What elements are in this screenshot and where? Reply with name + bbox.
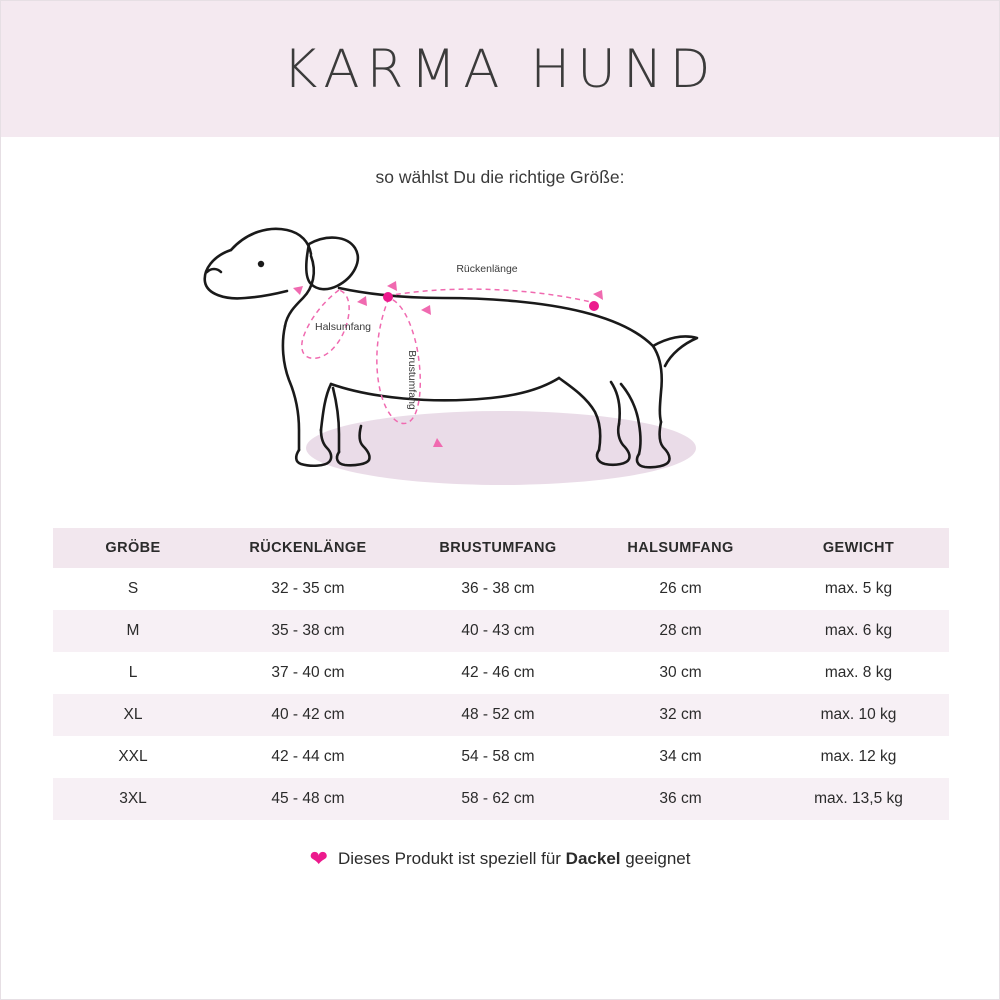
table-header-row <box>53 528 949 568</box>
col-header-chest: BRUSTUMFANG <box>403 528 593 568</box>
col-header-size: GRÖBE <box>53 528 213 568</box>
cell-size: 3XL <box>53 778 213 820</box>
cell-size: XXL <box>53 736 213 778</box>
table-row <box>53 778 949 820</box>
cell-neck: 34 cm <box>593 736 768 778</box>
cell-size: M <box>53 610 213 652</box>
page-title: KARMA HUND <box>282 38 718 100</box>
table-row <box>53 568 949 610</box>
label-brustumfang: Brustumfang <box>406 350 418 410</box>
table-row <box>53 694 949 736</box>
col-header-neck: HALSUMFANG <box>593 528 768 568</box>
cell-chest: 42 - 46 cm <box>403 652 593 694</box>
cell-size: L <box>53 652 213 694</box>
cell-chest: 40 - 43 cm <box>403 610 593 652</box>
table-row <box>53 736 949 778</box>
table-row <box>53 610 949 652</box>
dog-illustration <box>1 198 1000 528</box>
cell-weight: max. 8 kg <box>768 652 949 694</box>
table-row <box>53 652 949 694</box>
footer-text <box>338 849 690 869</box>
footer-breed: Dackel <box>565 849 621 868</box>
brand-banner <box>1 1 999 137</box>
cell-chest: 54 - 58 cm <box>403 736 593 778</box>
cell-neck: 30 cm <box>593 652 768 694</box>
dachshund-diagram-svg <box>191 198 811 518</box>
cell-back: 37 - 40 cm <box>213 652 403 694</box>
cell-back: 35 - 38 cm <box>213 610 403 652</box>
label-rueckenlaenge: Rückenlänge <box>456 263 518 275</box>
cell-size: XL <box>53 694 213 736</box>
subtitle-text: so wählst Du die richtige Größe: <box>375 167 625 187</box>
cell-neck: 28 cm <box>593 610 768 652</box>
heart-icon: ❤ <box>309 846 328 871</box>
cell-weight: max. 13,5 kg <box>768 778 949 820</box>
cell-size: S <box>53 568 213 610</box>
footer-text-before: Dieses Produkt ist speziell für <box>337 849 566 868</box>
cell-chest: 58 - 62 cm <box>403 778 593 820</box>
col-header-back: RÜCKENLÄNGE <box>213 528 403 568</box>
table-body <box>53 568 949 820</box>
cell-back: 42 - 44 cm <box>213 736 403 778</box>
col-header-weight: GEWICHT <box>768 528 949 568</box>
cell-back: 40 - 42 cm <box>213 694 403 736</box>
footer-note <box>1 848 999 870</box>
size-table <box>53 528 949 820</box>
cell-chest: 36 - 38 cm <box>403 568 593 610</box>
cell-neck: 32 cm <box>593 694 768 736</box>
measure-lines <box>302 289 591 423</box>
cell-weight: max. 12 kg <box>768 736 949 778</box>
cell-weight: max. 10 kg <box>768 694 949 736</box>
table-header <box>53 528 949 568</box>
cell-chest: 48 - 52 cm <box>403 694 593 736</box>
cell-neck: 36 cm <box>593 778 768 820</box>
subtitle-row <box>1 167 999 188</box>
size-table-wrap <box>53 528 947 820</box>
cell-weight: max. 5 kg <box>768 568 949 610</box>
cell-weight: max. 6 kg <box>768 610 949 652</box>
label-halsumfang: Halsumfang <box>314 321 372 333</box>
cell-back: 32 - 35 cm <box>213 568 403 610</box>
cell-back: 45 - 48 cm <box>213 778 403 820</box>
cell-neck: 26 cm <box>593 568 768 610</box>
footer-text-after: geeignet <box>620 849 691 868</box>
